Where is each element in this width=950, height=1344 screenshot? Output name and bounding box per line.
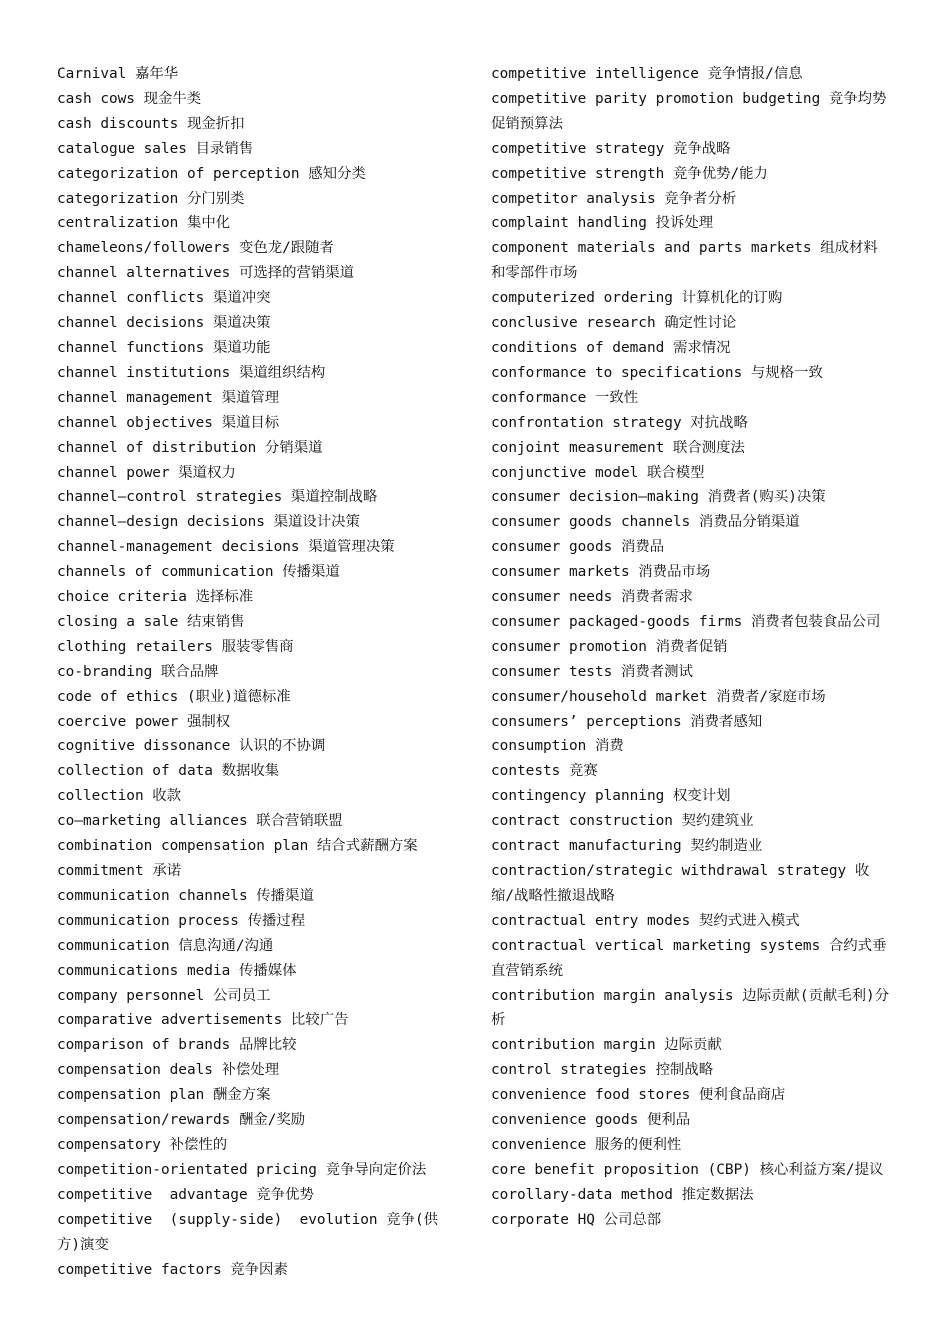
- glossary-entry: consumer goods 消费品: [491, 539, 665, 556]
- glossary-entry: compensation deals 补偿处理: [57, 1062, 280, 1079]
- glossary-entry: convenience food stores 便利食品商店: [491, 1087, 786, 1104]
- glossary-entry: catalogue sales 目录销售: [57, 140, 254, 157]
- glossary-entry: channel conflicts 渠道冲突: [57, 290, 271, 307]
- glossary-entry: component materials and parts markets 组成材料和零部件市场: [491, 240, 878, 282]
- glossary-entry: convenience goods 便利品: [491, 1112, 691, 1129]
- glossary-entry: co-branding 联合品牌: [57, 663, 219, 680]
- glossary-entry: contract manufacturing 契约制造业: [491, 838, 763, 855]
- glossary-entry: cognitive dissonance 认识的不协调: [57, 738, 326, 755]
- glossary-entry: company personnel 公司员工: [57, 987, 271, 1004]
- glossary-entry: contingency planning 权变计划: [491, 788, 731, 805]
- glossary-entry: combination compensation plan 结合式薪酬方案: [57, 838, 418, 855]
- glossary-entry: compensatory 补偿性的: [57, 1136, 228, 1153]
- glossary-entry: compensation plan 酬金方案: [57, 1087, 271, 1104]
- glossary-entry: computerized ordering 计算机化的订购: [491, 290, 783, 307]
- glossary-entry: core benefit proposition (CBP) 核心利益方案/提议: [491, 1161, 884, 1178]
- glossary-entry: conformance to specifications 与规格一致: [491, 364, 823, 381]
- glossary-entry: consumer decision—making 消费者(购买)决策: [491, 489, 826, 506]
- glossary-entry: channel—design decisions 渠道设计决策: [57, 514, 360, 531]
- glossary-entry: consumer promotion 消费者促销: [491, 638, 728, 655]
- glossary-entry: communications media 传播媒体: [57, 962, 297, 979]
- glossary-entry: competitive strength 竞争优势/能力: [491, 165, 768, 182]
- glossary-entry: channels of communication 传播渠道: [57, 564, 340, 581]
- glossary-entry: consumer/household market 消费者/家庭市场: [491, 688, 826, 705]
- glossary-entry: collection 收款: [57, 788, 182, 805]
- glossary-entry: consumption 消费: [491, 738, 624, 755]
- glossary-entry: competitor analysis 竞争者分析: [491, 190, 737, 207]
- glossary-entry: channel alternatives 可选择的营销渠道: [57, 265, 355, 282]
- glossary-entry: channel management 渠道管理: [57, 389, 280, 406]
- glossary-entry: choice criteria 选择标准: [57, 589, 254, 606]
- glossary-entry: channel—control strategies 渠道控制战略: [57, 489, 378, 506]
- glossary-entry: competitive advantage 竞争优势: [57, 1186, 314, 1203]
- glossary-entry: consumer needs 消费者需求: [491, 589, 693, 606]
- glossary-entry: competitive intelligence 竞争情报/信息: [491, 66, 803, 82]
- glossary-entry: control strategies 控制战略: [491, 1062, 714, 1079]
- glossary-entry: confrontation strategy 对抗战略: [491, 414, 748, 431]
- glossary-entry: commitment 承诺: [57, 863, 182, 879]
- glossary-entry: channel of distribution 分销渠道: [57, 439, 323, 456]
- glossary-entry: contractual entry modes 契约式进入模式: [491, 912, 800, 929]
- glossary-entry: consumer packaged-goods firms 消费者包装食品公司: [491, 613, 881, 630]
- glossary-entry: conditions of demand 需求情况: [491, 339, 731, 356]
- glossary-entry: communication channels 传播渠道: [57, 887, 314, 904]
- glossary-entry: channel objectives 渠道目标: [57, 414, 280, 431]
- glossary-entry: contribution margin 边际贡献: [491, 1037, 722, 1054]
- glossary-entry: competitive parity promotion budgeting 竞争均势促销预算法: [491, 90, 887, 132]
- glossary-entry: categorization of perception 感知分类: [57, 165, 366, 182]
- glossary-entry: consumer markets 消费品市场: [491, 564, 711, 581]
- glossary-entry: corollary-data method 推定数据法: [491, 1186, 754, 1203]
- glossary-entry: contests 竞赛: [491, 763, 598, 780]
- glossary-entry: competition-orientated pricing 竞争导向定价法: [57, 1161, 427, 1178]
- glossary-entry: cash discounts 现金折扣: [57, 115, 245, 132]
- glossary-entry: centralization 集中化: [57, 215, 231, 232]
- glossary-entry: comparison of brands 品牌比较: [57, 1037, 297, 1054]
- glossary-entry: channel-management decisions 渠道管理决策: [57, 539, 395, 556]
- glossary-entry: contract construction 契约建筑业: [491, 813, 754, 830]
- glossary-entry: consumer tests 消费者测试: [491, 663, 693, 680]
- glossary-entry: conjoint measurement 联合测度法: [491, 439, 745, 456]
- glossary-entry: conformance 一致性: [491, 389, 639, 406]
- glossary-entry: competitive factors 竞争因素: [57, 1261, 288, 1278]
- glossary-entry: convenience 服务的便利性: [491, 1136, 682, 1153]
- glossary-entry: corporate HQ 公司总部: [491, 1211, 662, 1228]
- glossary-entry: compensation/rewards 酬金/奖励: [57, 1112, 306, 1129]
- glossary-entry: consumer goods channels 消费品分销渠道: [491, 514, 800, 531]
- glossary-entry: competitive (supply-side) evolution 竞争(供方)演变: [57, 1211, 439, 1253]
- glossary-entry: channel functions 渠道功能: [57, 339, 271, 356]
- glossary-entry: coercive power 强制权: [57, 713, 231, 730]
- glossary-entry: chameleons/followers 变色龙/跟随者: [57, 240, 334, 257]
- glossary-entry: channel power 渠道权力: [57, 464, 236, 481]
- glossary-entry: clothing retailers 服装零售商: [57, 638, 294, 655]
- glossary-entry: communication process 传播过程: [57, 912, 306, 929]
- glossary-entry: cash cows 现金牛类: [57, 90, 202, 107]
- glossary-entry: complaint handling 投诉处理: [491, 215, 714, 232]
- glossary-entry: collection of data 数据收集: [57, 763, 280, 780]
- glossary-entry: closing a sale 结束销售: [57, 613, 245, 630]
- glossary-entry: contractual vertical marketing systems 合约式垂直营销系统: [491, 937, 887, 979]
- glossary-entry: channel institutions 渠道组织结构: [57, 364, 326, 381]
- glossary-entry: channel decisions 渠道决策: [57, 315, 271, 332]
- glossary-entry: comparative advertisements 比较广告: [57, 1012, 349, 1029]
- glossary-entry: co—marketing alliances 联合营销联盟: [57, 813, 343, 830]
- left-glossary-column: [57, 62, 452, 1282]
- glossary-entry: code of ethics (职业)道德标准: [57, 688, 291, 705]
- glossary-entry: consumers’ perceptions 消费者感知: [491, 713, 763, 730]
- glossary-entry: Carnival 嘉年华: [57, 66, 179, 82]
- glossary-entry: conclusive research 确定性讨论: [491, 315, 737, 332]
- glossary-entry: contraction/strategic withdrawal strategy 收缩/战略性撤退战略: [491, 863, 870, 904]
- right-glossary-column: [491, 62, 891, 1233]
- glossary-entry: categorization 分门别类: [57, 190, 245, 207]
- glossary-entry: communication 信息沟通/沟通: [57, 937, 274, 954]
- glossary-entry: competitive strategy 竞争战略: [491, 140, 731, 157]
- glossary-entry: conjunctive model 联合模型: [491, 464, 705, 481]
- glossary-entry: contribution margin analysis 边际贡献(贡献毛利)分析: [491, 987, 890, 1029]
